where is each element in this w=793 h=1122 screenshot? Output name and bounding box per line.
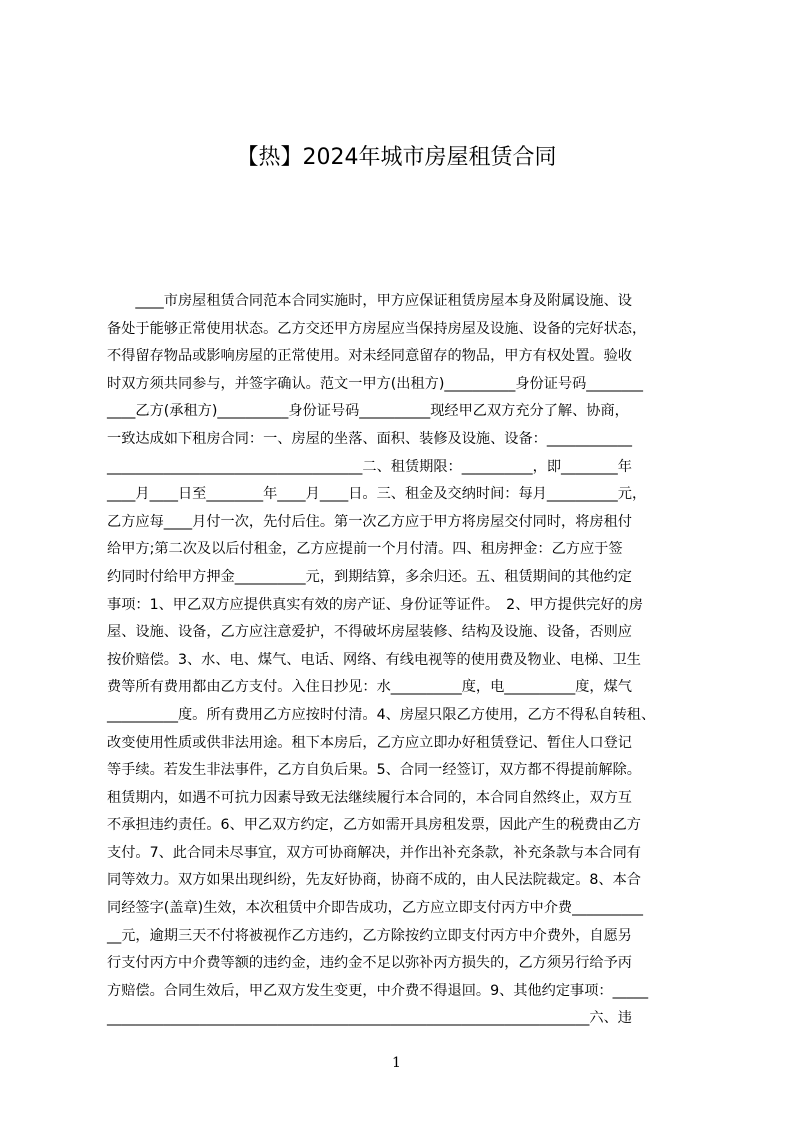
body-line: 等手续。若发生非法事件，乙方自负后果。5、合同一经签订，双方都不得提前解除。: [107, 762, 641, 779]
body-line: 给甲方;第二次及以后付租金，乙方应提前一个月付清。四、租房押金：乙方应于签: [107, 541, 623, 558]
body-line: 时双方须共同参与，并签字确认。范文一甲方(出租方)__________身份证号码________: [107, 375, 644, 392]
body-line: ____市房屋租赁合同范本合同实施时，甲方应保证租赁房屋本身及附属设施、设: [107, 293, 632, 309]
body-line: __元，逾期三天不付将被视作乙方违约，乙方除按约立即支付丙方中介费外，自愿另: [107, 927, 632, 944]
document-body: [107, 288, 698, 1027]
body-line: ____月____日至________年____月____日。三、租金及交纳时间：每月__________元，: [107, 486, 647, 503]
body-line: 不承担违约责任。6、甲乙双方约定，乙方如需开具房租发票，因此产生的税费由乙方: [107, 817, 641, 834]
body-line: 屋、设施、设备，乙方应注意爱护，不得破坏房屋装修、结构及设施、设备，否则应: [107, 624, 632, 641]
document-title: 【热】2024年城市房屋租赁合同: [236, 145, 557, 170]
body-line: 按价赔偿。3、水、电、煤气、电话、网络、有线电视等的使用费及物业、电梯、卫生: [107, 651, 641, 668]
body-line: 支付。7、此合同未尽事宜，双方可协商解决，并作出补充条款，补充条款与本合同有: [107, 844, 641, 861]
body-line: 事项：1、甲乙双方应提供真实有效的房产证、身份证等证件。 2、甲方提供完好的房: [107, 596, 643, 613]
body-line: 行支付丙方中介费等额的违约金，违约金不足以弥补丙方损失的，乙方须另行给予丙: [107, 955, 632, 972]
body-line: 费等所有费用都由乙方支付。入住日抄见：水__________度，电__________度，煤气: [107, 679, 632, 696]
page-number: 1: [392, 1055, 401, 1071]
body-line: 乙方应每____月付一次，先付后住。第一次乙方应于甲方将房屋交付同时，将房租付: [107, 513, 632, 530]
body-line: __________度。所有费用乙方应按时付清。4、房屋只限乙方使用，乙方不得私自转租、: [107, 706, 656, 723]
body-line: ____________________________________________________________________六、违: [107, 1010, 632, 1027]
body-line: 不得留存物品或影响房屋的正常使用。对未经同意留存的物品，甲方有权处置。验收: [107, 348, 632, 365]
body-line: 同经签字(盖章)生效，本次租赁中介即告成功，乙方应立即支付丙方中介费__________: [107, 900, 644, 917]
body-line: 改变使用性质或供非法用途。租下本房后，乙方应立即办好租赁登记、暂住人口登记: [107, 734, 632, 751]
body-line: 约同时付给甲方押金__________元，到期结算，多余归还。五、租赁期间的其他约定: [107, 568, 632, 585]
body-line: 方赔偿。合同生效后，甲乙双方发生变更，中介费不得退回。9、其他约定事项：_____: [107, 982, 649, 999]
body-line: ____________________________________二、租赁期限：__________，即________年: [107, 458, 632, 475]
body-line: 同等效力。双方如果出现纠纷，先友好协商，协商不成的，由人民法院裁定。8、本合: [107, 872, 641, 889]
body-line: 一致达成如下租房合同：一、房屋的坐落、面积、装修及设施、设备：____________: [107, 430, 632, 447]
body-line: ____乙方(承租方)__________身份证号码__________现经甲乙双方充分了解、协商，: [107, 403, 629, 420]
body-line: 备处于能够正常使用状态。乙方交还甲方房屋应当保持房屋及设施、设备的完好状态，: [107, 320, 647, 337]
body-line: 租赁期内，如遇不可抗力因素导致无法继续履行本合同的，本合同自然终止，双方互: [107, 789, 632, 806]
